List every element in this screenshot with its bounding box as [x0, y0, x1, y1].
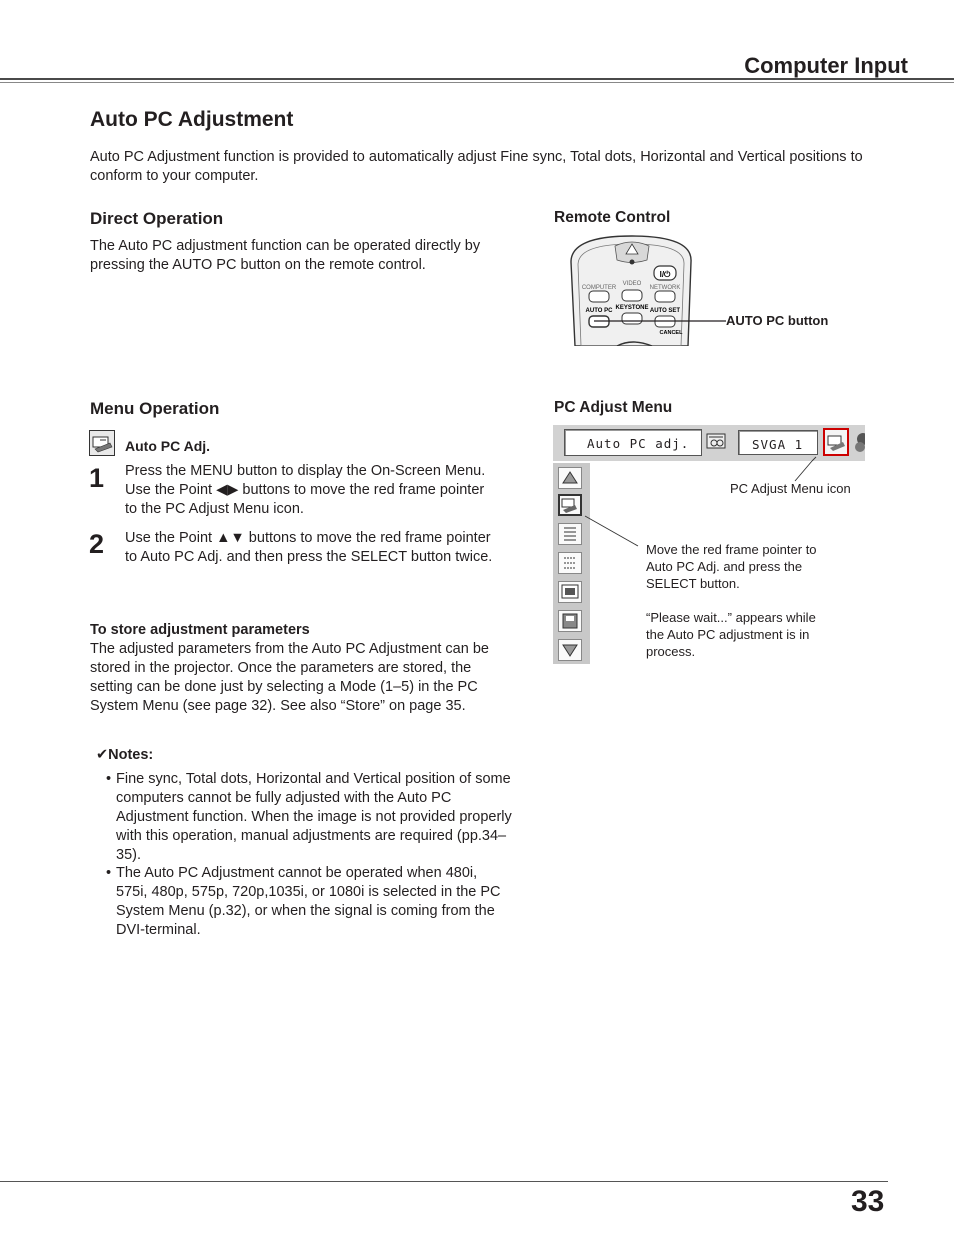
scroll-up-icon[interactable]: [558, 467, 582, 489]
total-dots-icon[interactable]: [558, 552, 582, 574]
section-title: Computer Input: [744, 53, 908, 78]
pc-adjust-menu-icon-callout: PC Adjust Menu icon: [730, 481, 851, 496]
direct-operation-heading: Direct Operation: [90, 209, 224, 228]
scroll-down-icon[interactable]: [558, 639, 582, 661]
intro-text: Auto PC Adjustment function is provided to automatically adjust Fine sync, Total dots, Horizontal and Vertical positions to conform to your computer.: [90, 149, 863, 184]
step-1-number: 1: [89, 463, 105, 493]
svga-mode-field: SVGA 1: [738, 430, 818, 455]
cancel-label: CANCEL: [659, 330, 683, 336]
step-2-number: 2: [89, 529, 105, 559]
step-2-text: Use the Point ▲▼ buttons to move the red frame pointer to Auto PC Adj. and then press the SELECT button twice.: [125, 530, 493, 565]
power-label: I/⏻: [659, 270, 671, 279]
note-bullet: •: [106, 865, 112, 881]
remote-control-illustration: [557, 232, 707, 346]
keystone-label: KEYSTONE: [615, 305, 649, 311]
store-heading: To store adjustment parameters: [90, 622, 310, 638]
pc-adjust-menu-heading: PC Adjust Menu: [554, 399, 673, 416]
pc-adjust-icon: [89, 430, 115, 456]
footer-rule: [0, 1181, 888, 1182]
header-rule-thin: [0, 82, 954, 83]
note-item: The Auto PC Adjustment cannot be operated when 480i, 575i, 480p, 575p, 720p,1035i, or 1080i is selected in the PC System Menu (p.32), or when the signal is coming from the DVI-terminal.: [116, 865, 501, 938]
note-bullet: •: [106, 771, 112, 787]
video-label: VIDEO: [622, 281, 642, 287]
fine-sync-icon[interactable]: [558, 523, 582, 545]
auto-pc-adj-label: Auto PC Adj.: [125, 438, 211, 454]
pc-system-icon: [705, 431, 729, 453]
notes-heading: ✔Notes:: [96, 747, 154, 763]
autopc-label: AUTO PC: [585, 308, 613, 314]
store-text: The adjusted parameters from the Auto PC Adjustment can be stored in the projector. Once the parameters are stored, the setting can be done just by selecting a Mode (1–5) in the PC System Menu (see page 32). See also “Store” on page 35.: [90, 641, 489, 714]
remote-control-heading: Remote Control: [554, 209, 671, 226]
network-label: NETWORK: [649, 285, 681, 291]
direct-operation-text: The Auto PC adjustment function can be operated directly by pressing the AUTO PC button on the remote control.: [90, 238, 481, 273]
page-number: 33: [851, 1185, 885, 1218]
page-title: Auto PC Adjustment: [90, 108, 294, 131]
auto-pc-adj-icon[interactable]: [558, 494, 582, 516]
auto-pc-adj-field: Auto PC adj.: [564, 429, 702, 456]
next-menu-icon: [853, 431, 865, 455]
note-item: Fine sync, Total dots, Horizontal and Vertical position of some computers cannot be fully adjusted with the Auto PC Adjustment function. When the image is not provided properly with this operation, manual adjustments are required (pp.34–35).: [116, 771, 512, 863]
autopc-callout-line: [590, 315, 730, 327]
step-1-text: Press the MENU button to display the On-Screen Menu. Use the Point ◀▶ buttons to move the red frame pointer to the PC Adjust Menu icon.: [125, 463, 486, 517]
pc-adjust-menu-icon[interactable]: [823, 428, 849, 456]
autoset-label: AUTO SET: [649, 308, 681, 314]
wait-callout: “Please wait...” appears while the Auto PC adjustment is in process.: [646, 610, 816, 659]
menu-operation-heading: Menu Operation: [90, 399, 220, 418]
position-icon[interactable]: [558, 581, 582, 603]
computer-label: COMPUTER: [581, 285, 617, 291]
autopc-button-callout: AUTO PC button: [726, 313, 829, 328]
pointer-callout: Move the red frame pointer to Auto PC Adj. and press the SELECT button.: [646, 542, 817, 591]
menu-callout-lines: [580, 455, 840, 555]
store-icon[interactable]: [558, 610, 582, 632]
